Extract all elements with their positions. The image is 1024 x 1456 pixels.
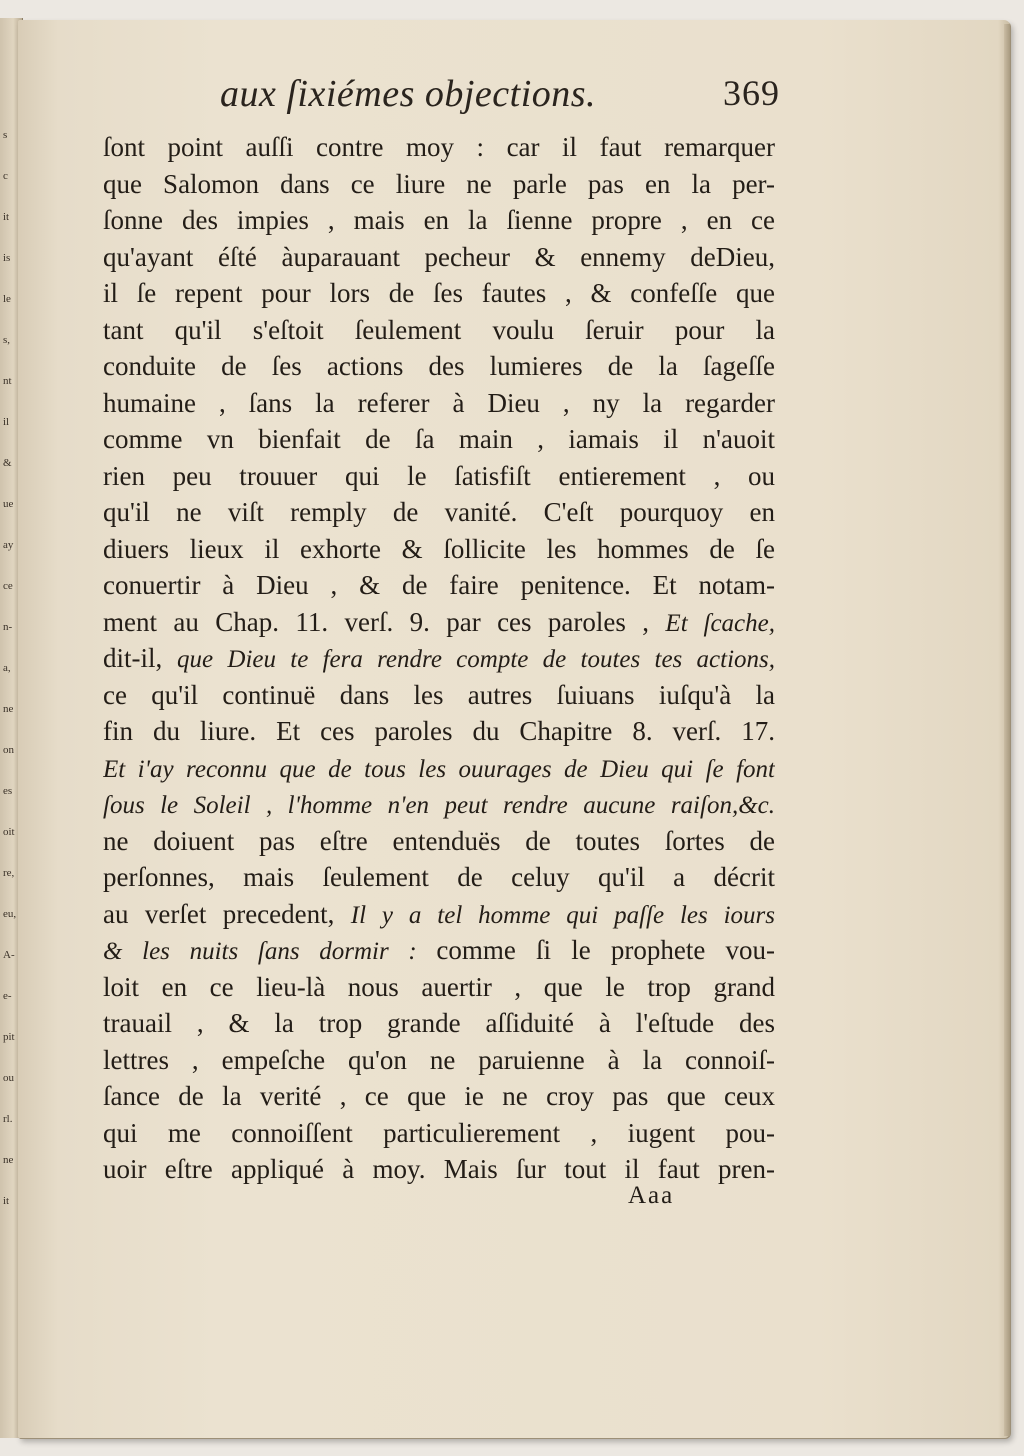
previous-page-fragment: eu, (3, 908, 17, 920)
text-line (103, 494, 775, 531)
signature-mark: Aaa (628, 1182, 675, 1209)
previous-page-fragment: pit (3, 1031, 15, 1043)
previous-page-fragment: it (3, 1195, 10, 1207)
text-segment: humaine , ſans la referer à Dieu , ny la regarder (103, 387, 775, 418)
previous-page-fragment: e- (3, 990, 12, 1002)
text-segment: rien peu trouuer qui le ſatisfiſt entierement , ou (103, 460, 775, 491)
text-segment: qu'il ne viſt remply de vanité. C'eſt pourquoy en (103, 497, 775, 527)
italic-quotation: que Dieu te fera rendre compte de toutes tes actions, (177, 646, 775, 673)
running-head-title: aux ſixiémes objections. (220, 73, 597, 115)
text-segment: au verſet precedent, (103, 898, 351, 929)
text-segment: dit-il, (103, 643, 178, 673)
text-line (103, 969, 775, 1006)
text-segment: ment au Chap. 11. verſ. 9. par ces paroles , (103, 606, 666, 637)
text-line (103, 129, 775, 166)
text-segment: il ſe repent pour lors de ſes fautes , & confeſſe que (103, 278, 775, 308)
text-segment: tant qu'il s'eſtoit ſeulement voulu ſeruir pour la (103, 314, 775, 345)
previous-page-fragment: le (3, 293, 11, 305)
previous-page-fragment: nt (3, 375, 12, 387)
text-segment: ſonne des impies , mais en la ſienne propre , en ce (103, 205, 775, 235)
text-segment: diuers lieux il exhorte & ſollicite les hommes de ſe (103, 533, 775, 564)
text-segment: perſonnes, mais ſeulement de celuy qu'il a décrit (103, 862, 775, 892)
text-line (103, 385, 775, 422)
text-line (103, 677, 775, 714)
text-segment: comme ſi le prophete vou- (436, 935, 775, 965)
italic-quotation: ſous le Soleil , l'homme n'en peut rendre aucune raiſon,&c. (103, 792, 775, 819)
previous-page-fragment: il (3, 416, 10, 428)
previous-page-fragment: ay (3, 539, 14, 551)
page-fore-edge (1004, 24, 1010, 1436)
previous-page-fragment: ce (3, 580, 13, 592)
previous-page-fragment: c (3, 170, 8, 182)
text-segment: conduite de ſes actions des lumieres de la ſageſſe (103, 351, 775, 381)
italic-quotation: Et i'ay reconnu que de tous les ouurages de Dieu qui ſe font (103, 755, 775, 783)
text-line (103, 567, 775, 604)
previous-page-fragment: rl. (3, 1113, 13, 1125)
text-line (103, 859, 775, 896)
text-line (103, 640, 775, 677)
text-segment: uoir eſtre appliqué à moy. Mais ſur tout il faut pren- (103, 1154, 775, 1184)
text-segment: qu'ayant éſté àuparauant pecheur & ennemy deDieu, (103, 241, 775, 272)
text-line (103, 896, 775, 933)
text-line (103, 1115, 775, 1152)
italic-quotation: & les nuits ſans dormir : (103, 938, 437, 965)
text-line (103, 1042, 775, 1079)
text-segment: ſance de la verité , ce que ie ne croy pas que ceux (103, 1081, 775, 1111)
previous-page-fragment: s, (3, 334, 11, 346)
previous-page-fragment: s (3, 129, 8, 141)
running-head (220, 72, 780, 122)
text-segment: qui me connoiſſent particulierement , iugent pou- (103, 1117, 775, 1148)
text-line (103, 713, 775, 750)
previous-page-fragment: oit (3, 826, 15, 838)
text-line (103, 275, 775, 312)
previous-page-fragment: n- (3, 621, 13, 633)
text-segment: ce qu'il continuë dans les autres ſuiuans iuſqu'à la (103, 679, 775, 710)
text-segment: comme vn bienfait de ſa main , iamais il n'auoit (103, 424, 775, 454)
previous-page-fragment: ue (3, 498, 14, 510)
text-segment: ſont point auſſi contre moy : car il faut remarquer (103, 132, 775, 162)
previous-page-fragment: on (3, 744, 14, 756)
previous-page-fragment: re, (3, 867, 15, 879)
text-line (103, 1005, 775, 1042)
previous-page-fragment: A- (3, 949, 15, 961)
body-text (103, 129, 775, 1188)
text-line (103, 786, 775, 823)
previous-page-fragment: es (3, 785, 13, 797)
text-line (103, 202, 775, 239)
text-line (103, 750, 775, 787)
text-line (103, 312, 775, 349)
text-segment: trauail , & la trop grande aſſiduité à l'eſtude des (103, 1008, 775, 1038)
text-line (103, 421, 775, 458)
italic-quotation: Il y a tel homme qui paſſe les iours (350, 901, 775, 929)
text-segment: fin du liure. Et ces paroles du Chapitre 8. verſ. 17. (103, 716, 775, 746)
text-segment: lettres , empeſche qu'on ne paruienne à la connoiſ- (103, 1044, 775, 1075)
page-number: 369 (723, 73, 780, 113)
previous-page-fragment: & (3, 457, 12, 469)
text-line (103, 823, 775, 860)
text-segment: loit en ce lieu-là nous auertir , que le trop grand (103, 971, 775, 1002)
text-line (103, 166, 775, 203)
text-line (103, 239, 775, 276)
previous-page-fragment: is (3, 252, 11, 264)
text-line (103, 604, 775, 641)
previous-page-fragment: it (3, 211, 10, 223)
previous-page-fragment: ne (3, 703, 14, 715)
text-line (103, 932, 775, 969)
italic-quotation: Et ſcache, (665, 609, 775, 637)
previous-page-fragment: ne (3, 1154, 14, 1166)
previous-page-fragment: ou (3, 1072, 14, 1084)
text-segment: ne doiuent pas eſtre entenduës de toutes ſortes de (103, 825, 775, 856)
text-segment: que Salomon dans ce liure ne parle pas en la per- (103, 168, 775, 199)
text-line (103, 531, 775, 568)
text-line (103, 458, 775, 495)
text-segment: conuertir à Dieu , & de faire penitence. Et notam- (103, 570, 775, 600)
previous-page-fragment: a, (3, 662, 11, 674)
text-line (103, 348, 775, 385)
text-line (103, 1078, 775, 1115)
